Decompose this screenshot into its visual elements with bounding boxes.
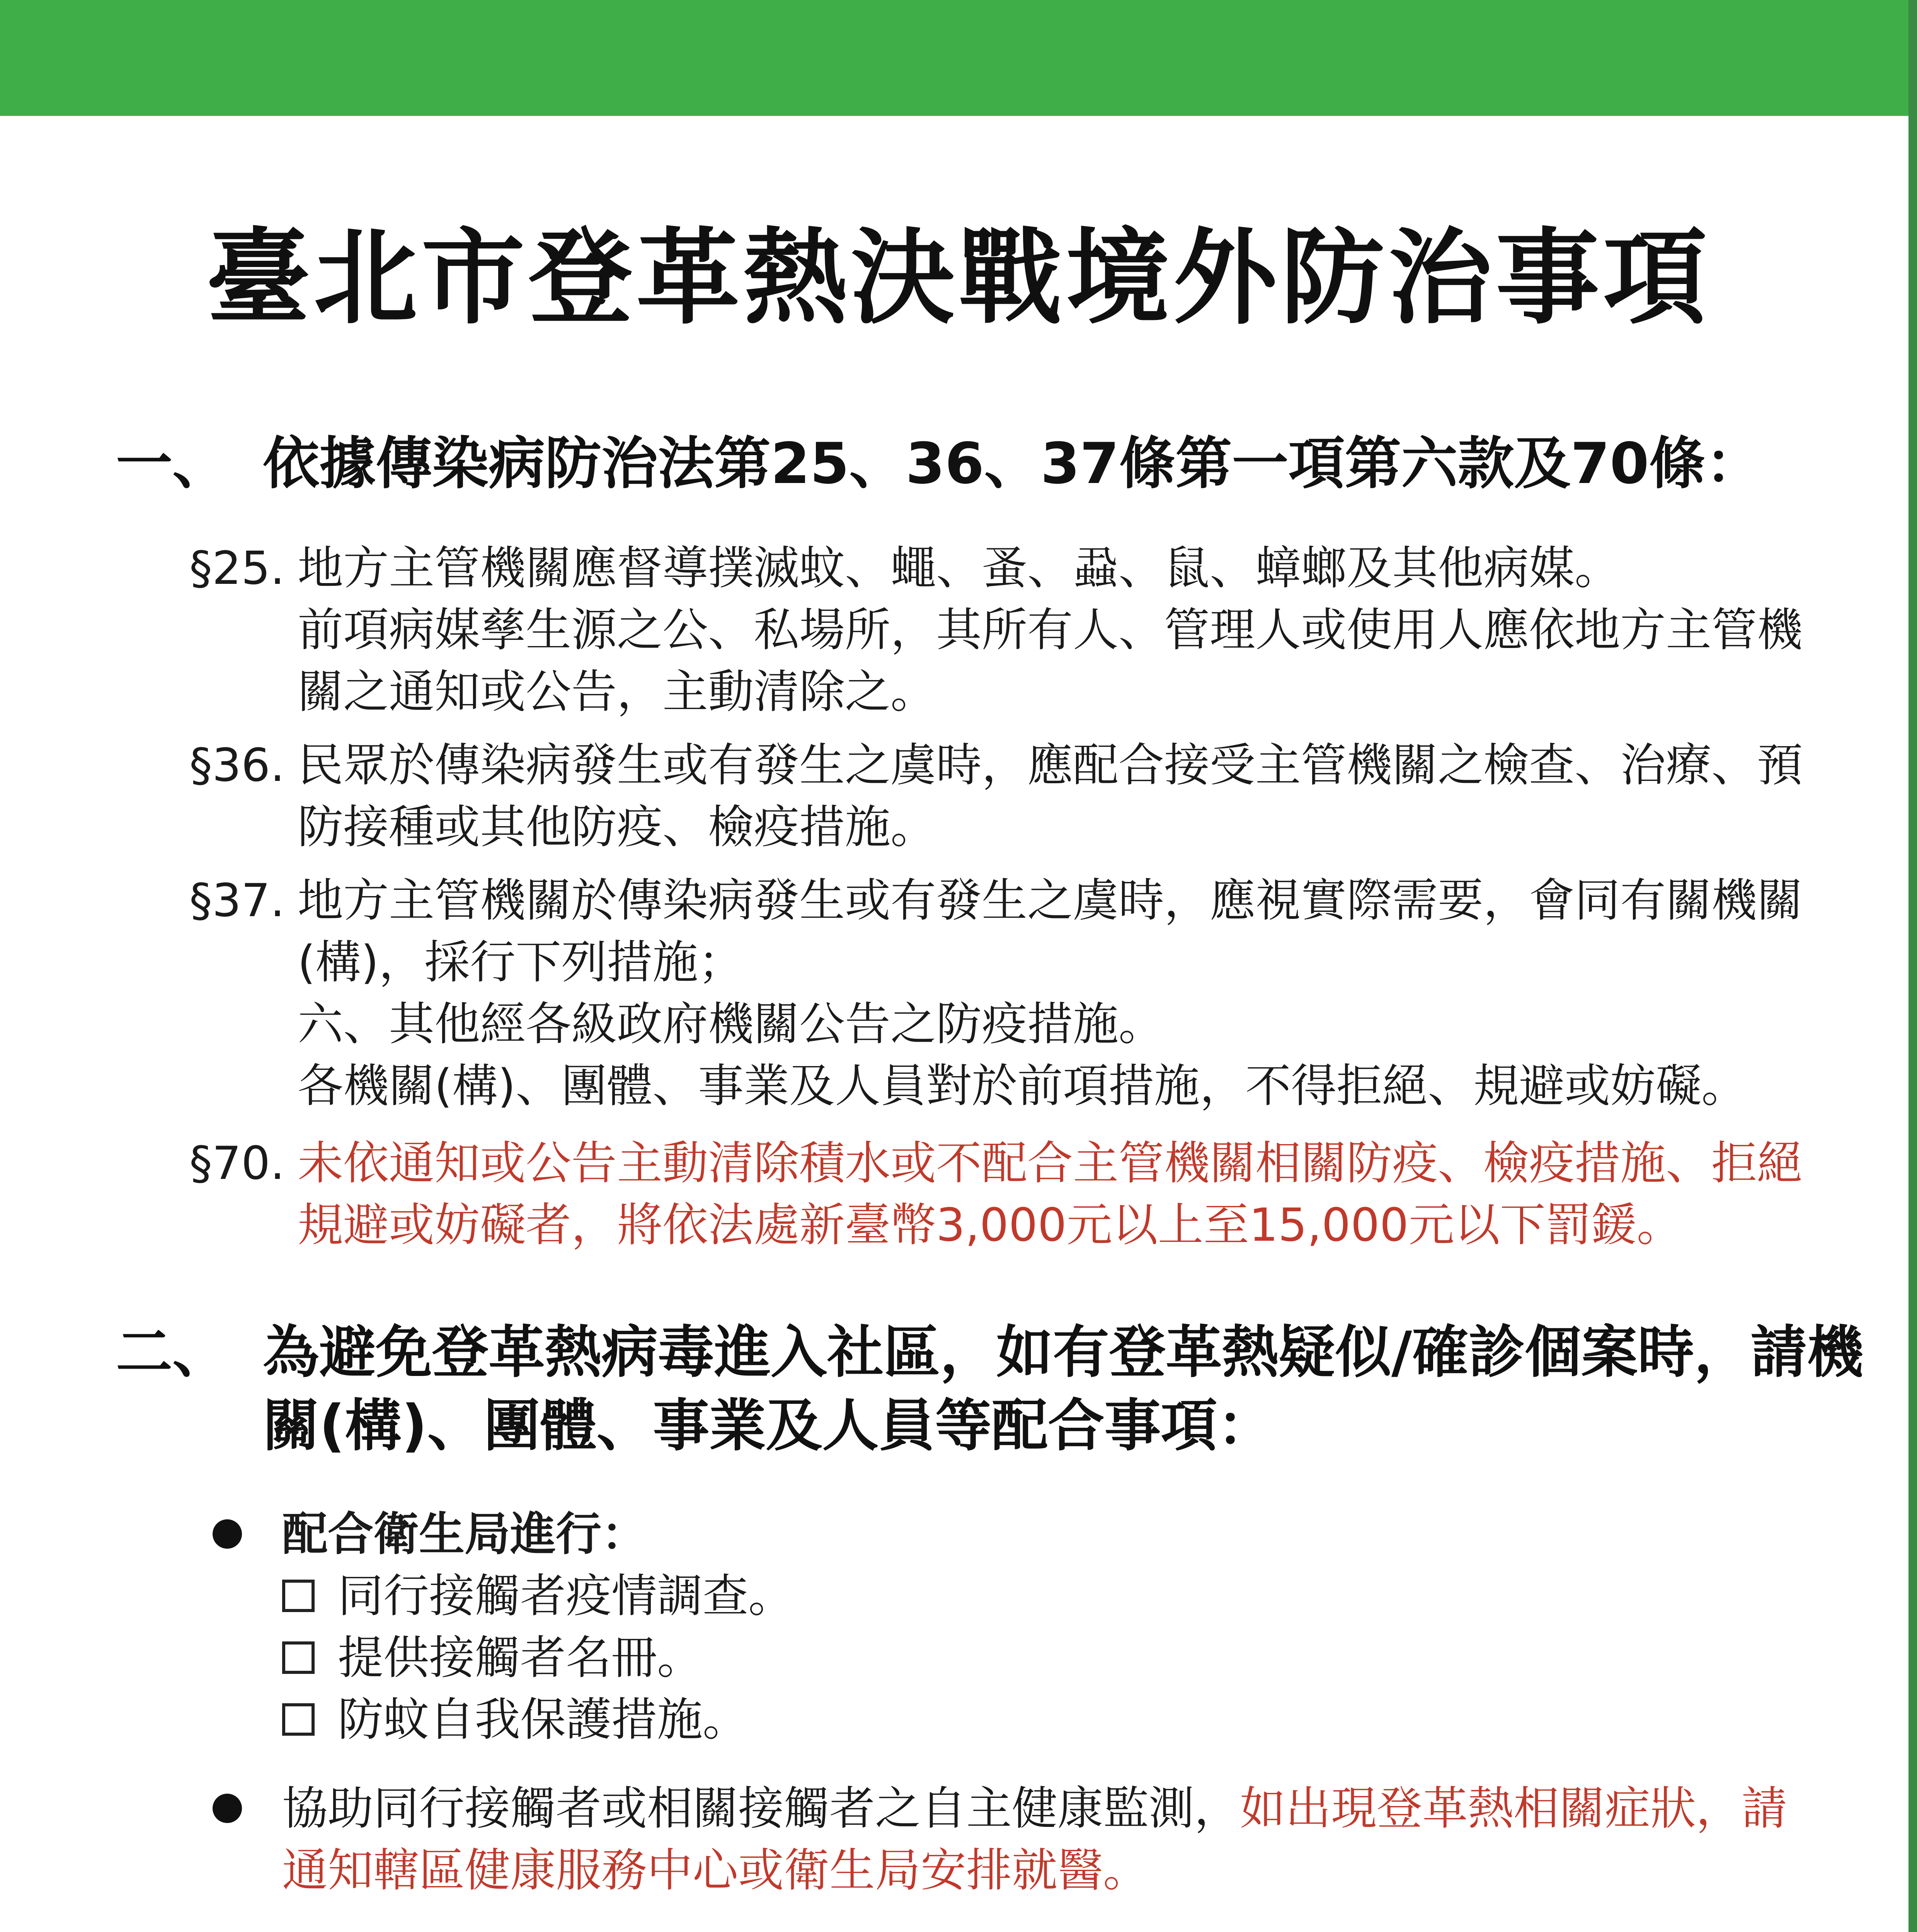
bullet-dot bbox=[213, 1519, 242, 1549]
bullet2-paragraph bbox=[282, 1777, 1820, 1901]
law-25-line-2: 前項病媒孳生源之公、私場所，其所有人、管理人或使用人應依地方主管機關之通知或公告，主動清除之。 bbox=[298, 603, 1803, 718]
bullet1-title: 配合衛生局進行： bbox=[282, 1507, 647, 1561]
checkbox-icon bbox=[282, 1641, 315, 1674]
page-title: 臺北市登革熱決戰境外防治事項 bbox=[206, 218, 1711, 338]
law-70-penalty-text: 未依通知或公告主動清除積水或不配合主管機關相關防疫、檢疫措施、拒絕規避或妨礙者，將依法處新臺幣3,000元以上至15,000元以下罰鍰。 bbox=[298, 1136, 1803, 1252]
section1-heading bbox=[116, 427, 1847, 500]
law-36 bbox=[189, 734, 1805, 858]
checkbox-item-3 bbox=[282, 1689, 1820, 1750]
law-70-number: §70. bbox=[189, 1136, 285, 1190]
checkbox-item-3-label: 防蚊自我保護措施。 bbox=[338, 1693, 749, 1746]
checkbox-item-1 bbox=[282, 1565, 1820, 1627]
law-37 bbox=[189, 869, 1805, 1117]
section2-heading bbox=[116, 1316, 1864, 1470]
law-70 bbox=[189, 1132, 1805, 1260]
law-25-line-1: 地方主管機關應督導撲滅蚊、蠅、蚤、蝨、鼠、蟑螂及其他病媒。 bbox=[298, 541, 1621, 595]
section1-number: 一、 bbox=[116, 431, 229, 497]
bullet2-text: 協助同行接觸者或相關接觸者之自主健康監測， bbox=[282, 1782, 1240, 1835]
law-37-line-2: 六、其他經各級政府機關公告之防疫措施。 bbox=[298, 997, 1165, 1051]
bullet-dot bbox=[213, 1794, 242, 1823]
law-25-number: §25. bbox=[189, 541, 285, 595]
top-green-band bbox=[0, 0, 1917, 116]
section2-number: 二、 bbox=[116, 1320, 229, 1385]
bullet-health-monitoring bbox=[213, 1777, 1817, 1905]
bullet2-red-text: 如出現登革熱相關症狀，請通知轄區健康服務中心或衛生局安排就醫。 bbox=[282, 1782, 1788, 1897]
law-36-line-1: 民眾於傳染病發生或有發生之虞時，應配合接受主管機關之檢查、治療、預防接種或其他防疫、檢疫措施。 bbox=[298, 738, 1803, 854]
law-37-line-1: 地方主管機關於傳染病發生或有發生之虞時，應視實際需要，會同有關機關(構)，採行下列措施； bbox=[298, 874, 1803, 989]
law-36-number: §36. bbox=[189, 738, 285, 792]
law-37-number: §37. bbox=[189, 874, 285, 927]
checkbox-item-1-label: 同行接觸者疫情調查。 bbox=[338, 1569, 794, 1622]
section1-heading-text: 依據傳染病防治法第25、36、37條第一項第六款及70條： bbox=[263, 431, 1762, 497]
law-37-line-3: 各機關(構)、團體、事業及人員對於前項措施，不得拒絕、規避或妨礙。 bbox=[298, 1059, 1747, 1112]
checkbox-item-2-label: 提供接觸者名冊。 bbox=[338, 1631, 703, 1684]
bullet-cooperate-health-bureau bbox=[213, 1503, 1817, 1758]
checkbox-icon bbox=[282, 1703, 315, 1736]
law-25 bbox=[189, 537, 1805, 723]
section2-heading-text: 為避免登革熱病毒進入社區，如有登革熱疑似/確診個案時，請機關(構)、團體、事業及人員等配合事項： bbox=[263, 1320, 1864, 1459]
checkbox-icon bbox=[282, 1580, 315, 1612]
checkbox-item-2 bbox=[282, 1627, 1820, 1689]
